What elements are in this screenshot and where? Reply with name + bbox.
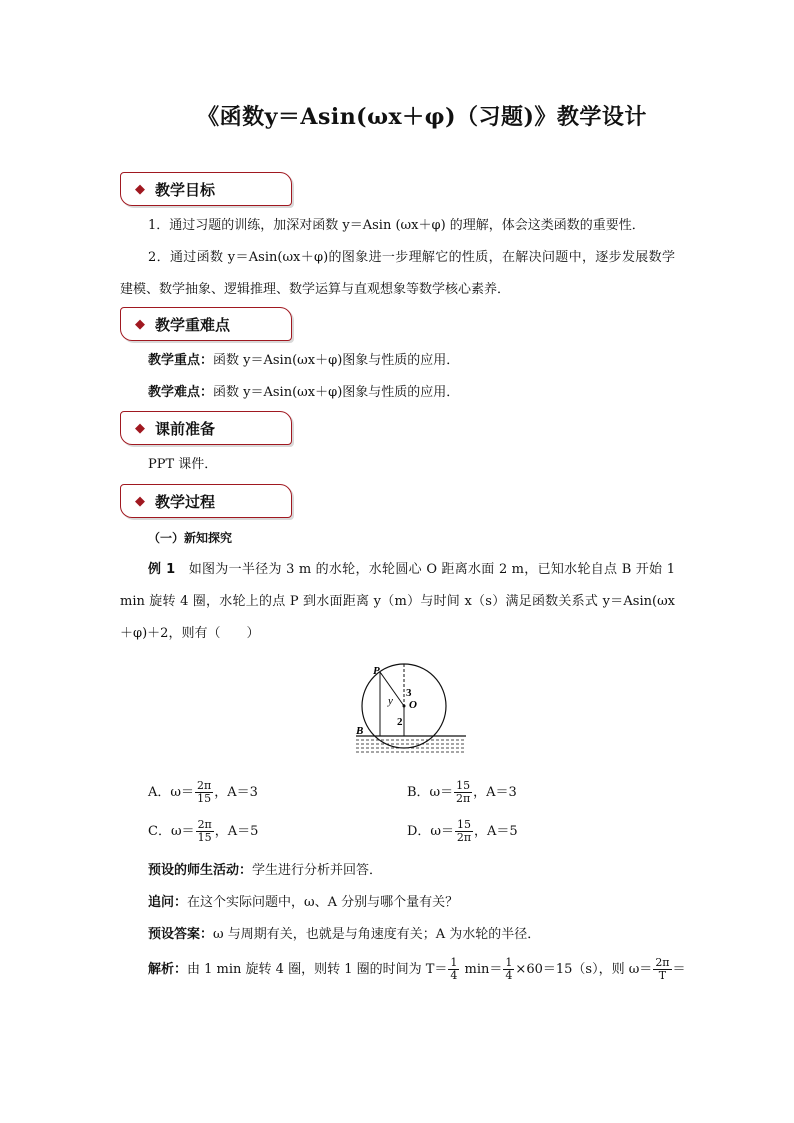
denominator: 2π (456, 792, 471, 805)
option-prefix: C．ω＝ (148, 824, 195, 839)
label: 教学难点： (148, 385, 214, 400)
numerator: 15 (456, 779, 471, 792)
label: 预设答案： (148, 927, 214, 942)
label: 追问： (148, 895, 188, 910)
sub-heading (148, 522, 675, 554)
denominator: 15 (197, 792, 212, 805)
waterwheel-figure (354, 662, 472, 760)
label-3: 3 (406, 687, 412, 699)
example-1 (120, 554, 675, 650)
goal-item-2: 2．通过函数 y＝Asin(ωx＋φ)的图象进一步理解它的性质，在解决问题中，逐步发展数学建模、数学抽象、逻辑推理、数学运算与直观想象等数学核心素养． (120, 250, 675, 297)
activity-3 (148, 919, 675, 951)
text: min＝ (460, 962, 503, 977)
goal-item-1: 1．通过习题的训练，加深对函数 y＝Asin (ωx＋φ) 的理解，体会这类函数的重要性． (148, 218, 645, 233)
denominator: T (658, 969, 667, 982)
page-title: 《函数y＝Asin(ωx＋φ)（习题)》教学设计 (197, 104, 647, 130)
diamond-icon: ◆ (135, 420, 145, 436)
fraction (454, 780, 472, 805)
section-header-prep (120, 411, 292, 445)
denominator: 15 (197, 831, 212, 844)
numerator: 2π (197, 779, 212, 792)
label-y: y (388, 695, 393, 707)
example-label: 例 1 (148, 562, 176, 577)
label: 解析： (148, 962, 188, 977)
key-focus (148, 345, 675, 377)
fraction (448, 957, 459, 982)
text: 学生进行分析并回答． (252, 863, 383, 878)
fraction (195, 780, 213, 805)
option-prefix: D．ω＝ (407, 824, 455, 839)
activity-2 (148, 887, 675, 919)
denominator: 4 (505, 969, 513, 982)
numerator: 1 (505, 956, 513, 969)
center-point (403, 705, 406, 708)
section-header-process (120, 484, 292, 518)
option-suffix: ，A＝5 (474, 824, 518, 839)
text: ＝ (672, 962, 686, 977)
section-header-keypoints (120, 307, 292, 341)
option-c (148, 819, 258, 844)
diamond-icon: ◆ (135, 493, 145, 509)
option-b (407, 780, 517, 805)
label: 预设的师生活动： (148, 863, 253, 878)
text: 函数 y＝Asin(ωx＋φ)图象与性质的应用． (213, 353, 460, 368)
fraction (653, 957, 671, 982)
label-2: 2 (397, 716, 403, 728)
text: 由 1 min 旋转 4 圈，则转 1 圈的时间为 T＝ (187, 962, 448, 977)
fraction (503, 957, 514, 982)
section-header-goals (120, 172, 292, 206)
diamond-icon: ◆ (135, 316, 145, 332)
section-title: 教学过程 (155, 492, 216, 511)
text: 在这个实际问题中，ω、A 分别与哪个量有关？ (187, 895, 459, 910)
section-title: 教学重难点 (155, 315, 231, 334)
text: 函数 y＝Asin(ωx＋φ)图象与性质的应用． (213, 385, 460, 400)
section-title: 课前准备 (155, 419, 216, 438)
numerator: 2π (655, 956, 670, 969)
prep-text: PPT 课件． (148, 457, 218, 472)
fraction (196, 819, 214, 844)
key-difficulty (148, 377, 675, 409)
option-d (407, 819, 518, 844)
section-title: 教学目标 (155, 180, 216, 199)
option-a (148, 780, 258, 805)
option-prefix: A．ω＝ (148, 785, 194, 800)
numerator: 1 (450, 956, 458, 969)
label-P: P (373, 665, 380, 677)
text: ω 与周期有关，也就是与角速度有关；A 为水轮的半径． (213, 927, 541, 942)
option-prefix: B．ω＝ (407, 785, 454, 800)
example-text: 如图为一半径为 3 m 的水轮，水轮圆心 O 距离水面 2 m，已知水轮自点 B 开始 1 min 旋转 4 圈，水轮上的点 P 到水面距离 y（m）与时间 x（s）满足函数关系式 y＝Asin(ωx＋φ)＋2，则有（ ） (120, 562, 675, 641)
numerator: 2π (197, 818, 212, 831)
fraction (455, 819, 473, 844)
denominator: 2π (456, 831, 472, 844)
option-suffix: ，A＝3 (473, 785, 517, 800)
label: 教学重点： (148, 353, 214, 368)
text: ×60＝15（s），则 ω＝ (515, 962, 653, 977)
label-O: O (409, 699, 417, 711)
numerator: 15 (457, 818, 472, 831)
label: （一）新知探究 (148, 531, 233, 545)
option-suffix: ，A＝5 (214, 824, 259, 839)
option-suffix: ，A＝3 (214, 785, 258, 800)
denominator: 4 (450, 969, 458, 982)
solution (148, 954, 688, 986)
label-B: B (356, 725, 364, 737)
diamond-icon: ◆ (135, 181, 145, 197)
activity-1 (148, 855, 675, 887)
